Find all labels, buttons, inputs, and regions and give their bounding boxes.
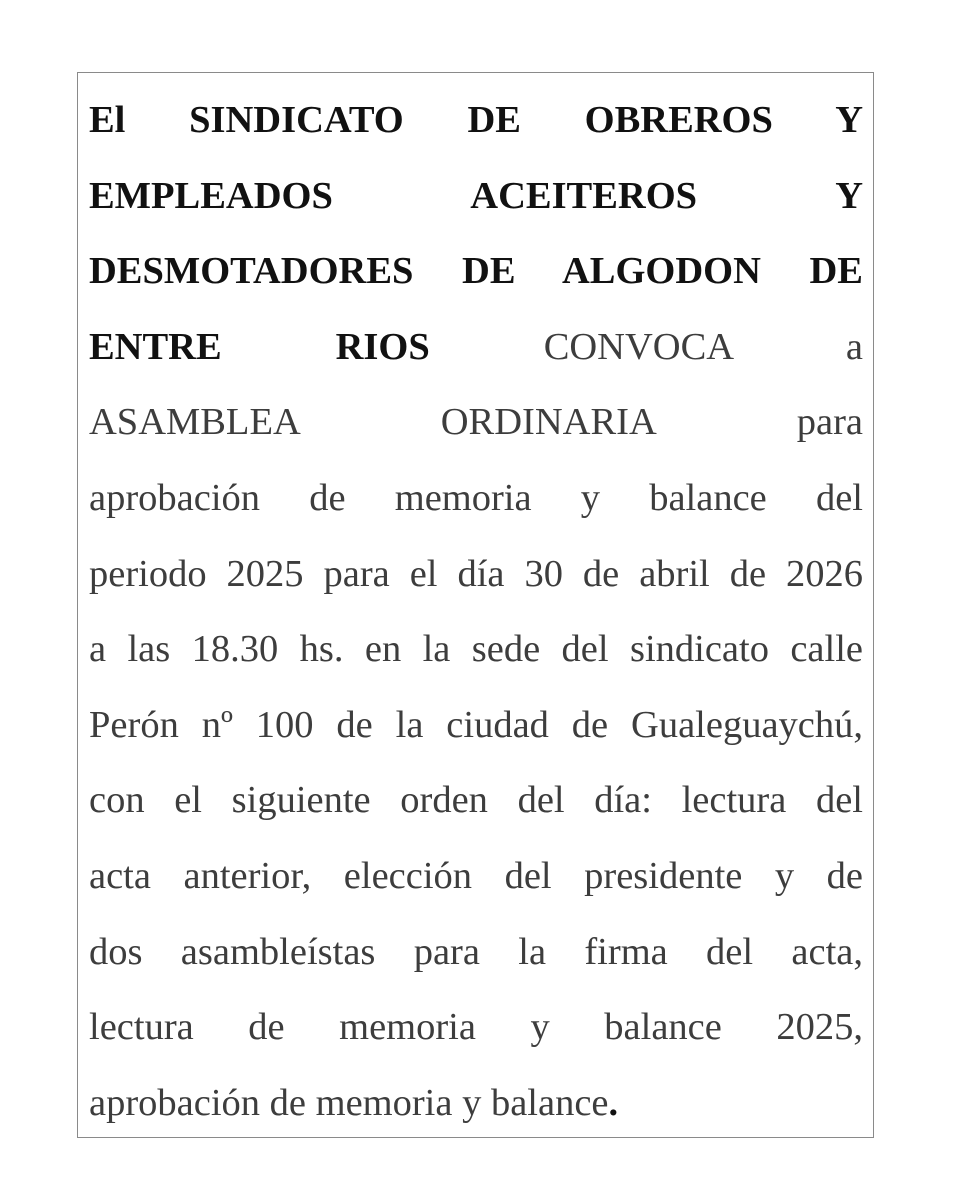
notice-line bbox=[89, 385, 863, 461]
notice-line bbox=[89, 990, 863, 1066]
notice-line bbox=[89, 839, 863, 915]
notice-body-text: acta anterior, elección del presidente y de bbox=[89, 854, 863, 897]
final-period: . bbox=[608, 1081, 619, 1124]
notice-body-text: aprobación de memoria y balance bbox=[89, 1081, 609, 1124]
union-name: El SINDICATO DE OBREROS Y bbox=[89, 99, 863, 141]
notice-line bbox=[89, 612, 863, 688]
notice-body-text: CONVOCA a bbox=[429, 325, 863, 368]
notice-line bbox=[89, 1066, 863, 1142]
notice-body-text: dos asambleístas para la firma del acta, bbox=[89, 930, 863, 973]
notice-line bbox=[89, 537, 863, 613]
notice-line bbox=[89, 915, 863, 991]
notice-body-text: a las 18.30 hs. en la sede del sindicato calle bbox=[89, 628, 863, 671]
notice-line bbox=[89, 83, 863, 159]
notice-body-text: periodo 2025 para el día 30 de abril de 2026 bbox=[89, 552, 863, 595]
notice-body-text: aprobación de memoria y balance del bbox=[89, 476, 863, 519]
notice-line bbox=[89, 159, 863, 235]
notice-line bbox=[89, 763, 863, 839]
notice-body-text: Perón nº 100 de la ciudad de Gualeguaychú, bbox=[89, 703, 863, 746]
notice-line bbox=[89, 688, 863, 764]
notice-body-text: ASAMBLEA ORDINARIA para bbox=[89, 401, 863, 444]
union-name: DESMOTADORES DE ALGODON DE bbox=[89, 250, 863, 293]
notice-box bbox=[77, 72, 874, 1138]
union-name: ENTRE RIOS bbox=[89, 325, 430, 368]
union-name: EMPLEADOS ACEITEROS Y bbox=[89, 174, 863, 217]
notice-body-text: con el siguiente orden del día: lectura del bbox=[89, 779, 863, 822]
notice-line bbox=[89, 310, 863, 386]
notice-text bbox=[89, 83, 863, 1141]
notice-line bbox=[89, 234, 863, 310]
notice-line bbox=[89, 461, 863, 537]
notice-body-text: lectura de memoria y balance 2025, bbox=[89, 1006, 863, 1049]
